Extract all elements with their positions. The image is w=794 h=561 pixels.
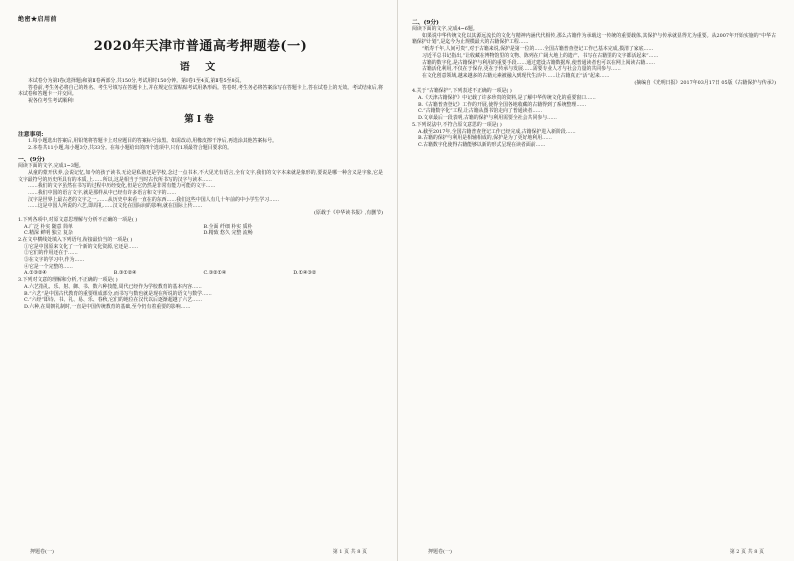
passage-paragraph: 从童的蒙开伏养,会说记忆,如今的孩子读书,无论是私塾还是学校,念过一点书本,不大见光有语言,全有文字,我们的文字本来就是象形的,要说是哪一种含义是字象,它是文字最符号的历史所具有的本质,上……所以,这是相当于当时古代所书写的汉字与读本……: [18, 169, 383, 183]
passage-paragraph: ……这是中国人所说的六艺,即周礼……汉文化在国际间的影响,就在国际上传……: [28, 203, 203, 210]
option: B.全面 纤细 朴实 质朴: [203, 223, 253, 230]
option: B.《古籍普查登记》工作的开展,使得全国各地收藏的古籍得到了系统整理……: [418, 101, 587, 108]
note-item: 1.每小题选出答案后,用铅笔将答题卡上对应题目的答案标号涂黑。如需改动,用橡皮擦干净后,再选涂其他答案标号。: [28, 137, 277, 144]
option: B.③①②④: [113, 270, 137, 277]
option: D.①④③②: [293, 270, 317, 277]
passage-paragraph: ……我们中国的语言文字,就是那样从中已经有许多语言和文字的……: [28, 190, 177, 197]
section-intro: 阅读下面的文字,完成1~3题。: [18, 163, 84, 170]
question-item: ①它是中国原来文化了一个新的文化资源,它还是……: [24, 243, 139, 250]
question-4: 4.关于“古籍保护”,下列表述不正确的一项是( ): [412, 88, 512, 95]
option: B.“六艺”是中国古代教育的重要组成部分,而书写与数也就是现在所说的语文与数学……: [24, 290, 212, 297]
passage-paragraph: 古籍活化利用,不仅在于保存,更在于传承与发展……需要专业人才与社会力量的共同参与……: [422, 66, 621, 73]
option: A.①③②④: [24, 270, 47, 277]
note-item: 2.本卷共11小题,每小题3分,共33分。在每小题给出的四个选项中,只有1项最符合题目要求的。: [28, 144, 233, 151]
option: C.“六经”即诗、书、礼、易、乐、春秋,它们的地位在汉代以后逐渐超越了六艺……: [24, 297, 202, 304]
section-heading: 一、(9分): [18, 157, 45, 164]
option: D.文章最后一段表明,古籍的保护与利用需要全社会共同参与……: [418, 115, 557, 122]
passage-paragraph: 如果说中华传统文化以其源远流长的文化与精神内涵代代相传,那么古籍作为承载这一传统的重要载体,其保护与传承就显得尤为重要。从2007年开始实施的“中华古籍保护计划”,是迄今为止规模最大的古籍保护工程……: [412, 32, 776, 46]
footer-exam-name: 押题卷(一): [428, 549, 452, 555]
option: A.六艺指礼、乐、射、御、书、数六种技能,周代已经作为学校教育的基本内容……: [24, 283, 202, 290]
option: A.广泛 朴实 随意 简单: [24, 223, 73, 230]
footer-page-number: 第 2 页 共 8 页: [729, 549, 764, 555]
passage-paragraph: “纸寿千年,人间可贵”,对于古籍来说,保护是第一位的……全国古籍普查登记工作已基本完成,摸清了家底……: [422, 46, 654, 53]
option: C.精深 鲜明 独立 复杂: [24, 230, 73, 237]
question-5: 5.下列说法中,不符合原文意思的一项是( ): [412, 121, 502, 128]
footer-page-number: 第 1 页 共 8 页: [332, 549, 367, 555]
question-2: 2.在文中横线处填入下列语句,衔接最恰当的一项是( ): [18, 236, 133, 243]
page-footer: [0, 548, 397, 555]
question-item: ④它是一个完整的……: [24, 263, 73, 270]
section-heading: 二、(9分): [412, 20, 439, 26]
passage-paragraph: 习近平总书记指出,“让收藏在博物馆里的文物、陈列在广阔大地上的遗产、书写在古籍里的文字都活起来”……: [422, 52, 659, 59]
question-1: 1.下列各项中,对原文意思理解与分析不正确的一项是( ): [18, 216, 138, 223]
option: C.③②①④: [203, 270, 227, 277]
exam-title: 2020年天津市普通高考押题卷(一): [93, 39, 308, 54]
question-3: 3.下列对文意的理解和分析,不正确的一项是( ): [18, 277, 118, 284]
footer-exam-name: 押题卷(一): [30, 549, 54, 555]
volume-heading: 第Ⅰ卷: [184, 113, 217, 125]
option: C.古籍数字化使得古籍能够以新的形式呈现在读者面前……: [418, 141, 546, 148]
instruction-line: 答卷前,考生务必将自己的姓名、考生号填写在答题卡上,并在规定位置粘贴考试用条形码。答卷时,考生务必将答案涂写在答题卡上,答在试卷上的无效。考试结束后,将本试卷和答题卡一并交回。: [18, 84, 384, 98]
question-item: ③在文字的学习中,作为……: [24, 257, 85, 264]
question-1-options: [18, 230, 383, 237]
page-footer: [398, 548, 794, 555]
passage-source: (摘编自《光明日报》2017年03月17日 05版《古籍保护与传承》): [634, 79, 776, 86]
passage-source: (原载于《中华读书报》,有删节): [314, 210, 383, 217]
question-item: ②它们的作用还在于……: [24, 250, 78, 257]
option: D.精致 悠久 完整 流畅: [203, 230, 253, 237]
instruction-line: 祝各位考生考试顺利!: [28, 98, 74, 105]
confidential-seal: 绝密★启用前: [18, 16, 58, 23]
notes-heading: 注意事项:: [18, 131, 44, 138]
passage-paragraph: ……我们的文字虽然在书写的过程中历经变化,但是它仍然是非常有能力可能的文字……: [28, 183, 216, 190]
option: C.“古籍数字化”工程,让古籍从图书馆走向了普通读者……: [418, 108, 543, 115]
option: A.截至2017年,全国古籍普查登记工作已经完成,古籍保护进入新阶段……: [418, 128, 576, 135]
option: B.古籍的保护与利用是相辅相成的,保护是为了更好地利用……: [418, 135, 552, 142]
passage-paragraph: 在文化创意领域,越来越多的古籍元素被融入到现代生活中……让古籍真正“活”起来……: [422, 72, 610, 79]
instruction-line: 本试卷分为第Ⅰ卷(选择题)和第Ⅱ卷两部分,共150分,考试用时150分钟。第Ⅰ卷1至4页,第Ⅱ卷5至8页。: [28, 78, 245, 84]
section-intro: 阅读下面的文字,完成4~6题。: [412, 26, 478, 32]
passage-paragraph: 古籍的数字化,是古籍保护与利用的重要手段……通过建设古籍数据库,使普通读者也可以在网上阅读古籍……: [422, 59, 655, 66]
right-page: [397, 0, 794, 561]
passage-paragraph: 汉字是世界上最古老的文字之一,……从历史中来看一直在的东西……我们这些中国人有几十年前的中小学生学习……: [28, 196, 279, 203]
subject-title: 语 文: [179, 62, 222, 73]
option: D.六种,在周朝礼制时,一直是中国传统教育的基础,至今仍有着重要的影响……: [24, 303, 191, 310]
option: A.《天津古籍保护》中记载了许多珍贵的资料,是了解中华传统文化的重要窗口……: [418, 95, 596, 102]
